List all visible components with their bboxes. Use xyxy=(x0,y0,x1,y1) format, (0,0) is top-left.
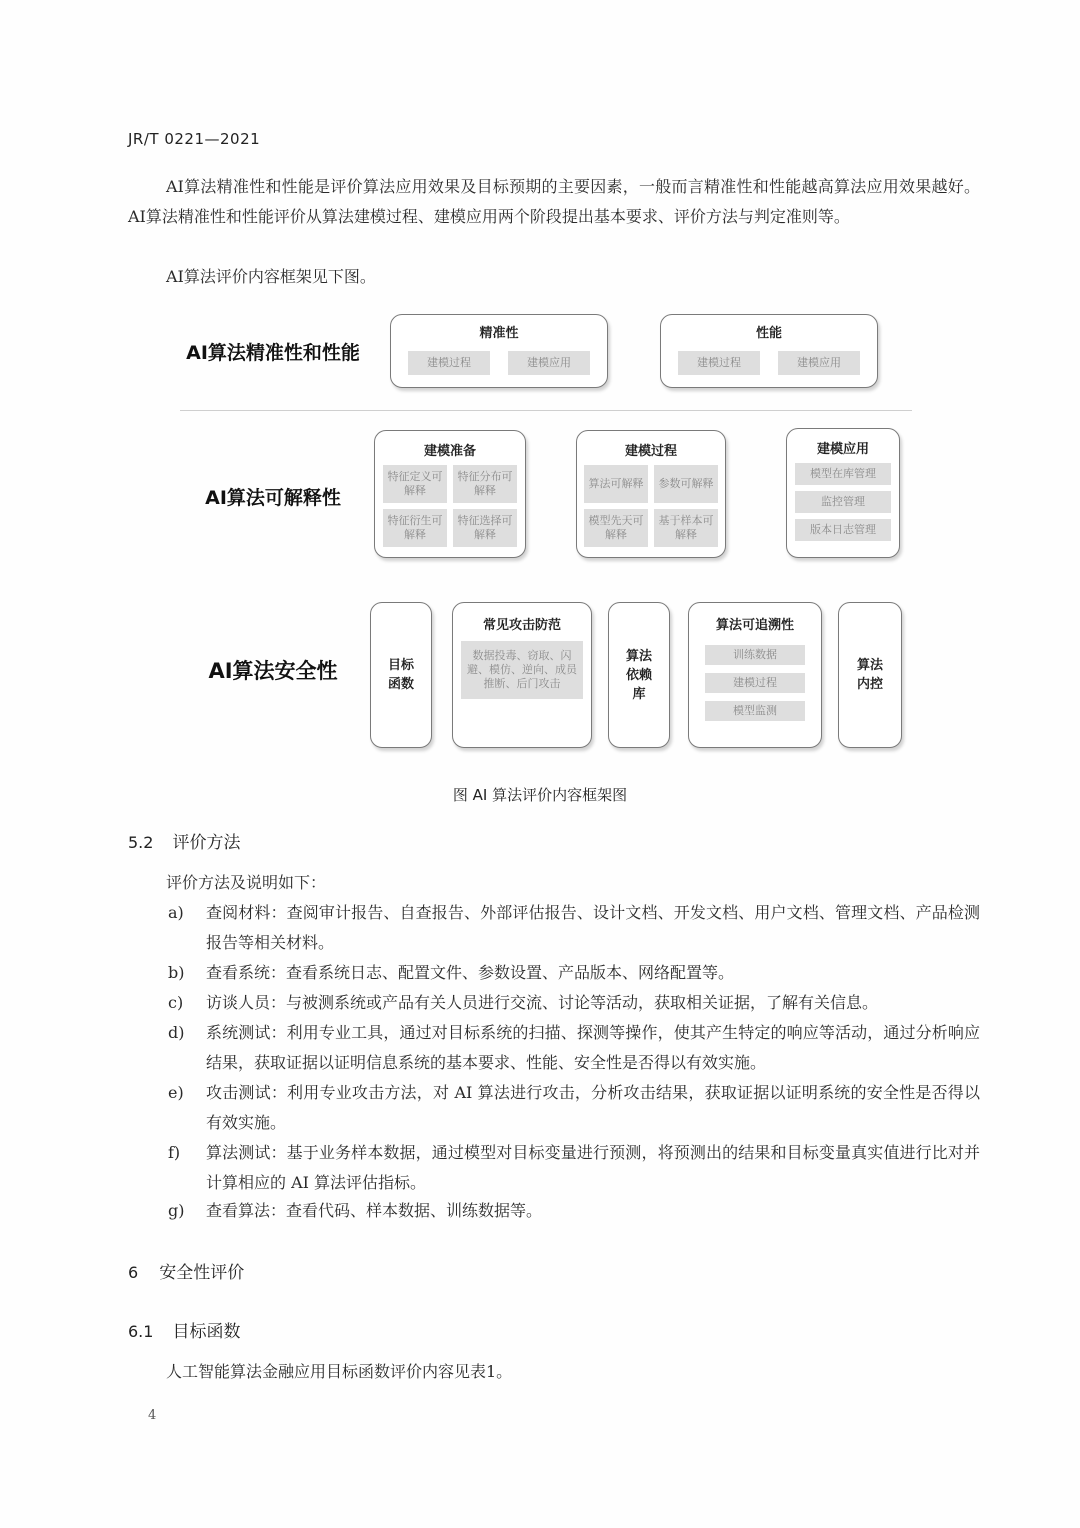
list-item-label: a) xyxy=(168,903,184,922)
chip: 数据投毒、窃取、闪避、模仿、逆向、成员推断、后门攻击 xyxy=(461,641,583,699)
list-item xyxy=(168,898,980,958)
list-item-text: 算法测试：基于业务样本数据，通过模型对目标变量进行预测，将预测出的结果和目标变量真实值进行比对并计算相应的 AI 算法评估指标。 xyxy=(206,1143,980,1192)
list-item-label: c) xyxy=(168,993,184,1012)
list-item-text: 查看算法：查看代码、样本数据、训练数据等。 xyxy=(206,1201,543,1220)
document-number: JR/T 0221—2021 xyxy=(128,130,261,148)
list-item xyxy=(168,1196,980,1226)
row-label-explainability: AI算法可解释性 xyxy=(205,487,341,509)
list-item-text: 查看系统：查看系统日志、配置文件、参数设置、产品版本、网络配置等。 xyxy=(206,963,735,982)
chip: 训练数据 xyxy=(705,645,805,665)
list-item-label: f) xyxy=(168,1143,181,1162)
group-modeling-preparation xyxy=(374,430,526,558)
group-title: 常见攻击防范 xyxy=(482,618,561,633)
chip: 模型监测 xyxy=(705,701,805,721)
section-5-2-intro: 评价方法及说明如下： xyxy=(166,873,327,892)
group-title: 精准性 xyxy=(479,326,519,341)
list-item-label: g) xyxy=(168,1201,185,1220)
figure-caption: 图 AI 算法评价内容框架图 xyxy=(452,786,628,804)
section-title: 安全性评价 xyxy=(159,1263,245,1283)
section-6-heading xyxy=(128,1258,244,1283)
dependency-label: 算法依赖库 xyxy=(625,649,652,702)
intro-paragraph: AI算法精准性和性能是评价算法应用效果及目标预期的主要因素，一般而言精准性和性能越高算法应用效果越好。AI算法精准性和性能评价从算法建模过程、建模应用两个阶段提出基本要求、评价方法与判定准则等。 xyxy=(128,177,980,226)
group-title: 性能 xyxy=(755,326,782,341)
section-title: 评价方法 xyxy=(172,833,241,853)
chip: 算法可解释 xyxy=(584,465,648,503)
list-item xyxy=(168,1078,980,1138)
chip: 特征衍生可解释 xyxy=(383,509,447,547)
list-item xyxy=(168,1138,980,1198)
chip: 建模应用 xyxy=(508,351,590,375)
group-title: 建模应用 xyxy=(816,442,869,457)
group-performance xyxy=(660,314,878,388)
target-function-label: 目标函数 xyxy=(387,658,414,692)
list-item-text: 系统测试：利用专业工具，通过对目标系统的扫描、探测等操作，使其产生特定的响应等活动，通过分析响应结果，获取证据以证明信息系统的基本要求、性能、安全性是否得以有效实施。 xyxy=(206,1023,980,1072)
chip: 模型在库管理 xyxy=(795,463,891,485)
section-5-2-heading xyxy=(128,828,241,853)
chip: 基于样本可解释 xyxy=(654,509,718,547)
list-item-text: 攻击测试：利用专业攻击方法，对 AI 算法进行攻击，分析攻击结果，获取证据以证明系统的安全性是否得以有效实施。 xyxy=(206,1083,980,1132)
chip: 建模过程 xyxy=(678,351,760,375)
chip: 模型先天可解释 xyxy=(584,509,648,547)
group-modeling-process xyxy=(576,430,726,558)
group-traceability xyxy=(688,602,822,748)
section-number: 6 xyxy=(128,1263,139,1282)
section-number: 5.2 xyxy=(128,833,154,852)
section-6-1-text: 人工智能算法金融应用目标函数评价内容见表1。 xyxy=(166,1362,513,1381)
section-number: 6.1 xyxy=(128,1322,154,1341)
group-title: 算法可追溯性 xyxy=(715,618,794,633)
intro-reference-paragraph: AI算法评价内容框架见下图。 xyxy=(166,267,376,286)
list-item-label: e) xyxy=(168,1083,184,1102)
chip: 特征分布可解释 xyxy=(453,465,517,503)
group-common-attack-defense xyxy=(452,602,592,748)
list-item-label: b) xyxy=(168,963,185,982)
group-algorithm-dependency xyxy=(608,602,670,748)
group-accuracy xyxy=(390,314,608,388)
chip: 版本日志管理 xyxy=(795,519,891,541)
chip: 建模过程 xyxy=(408,351,490,375)
page-number: 4 xyxy=(148,1408,157,1423)
row-label-accuracy-performance: AI算法精准性和性能 xyxy=(186,342,360,364)
group-title: 建模准备 xyxy=(423,444,476,459)
group-title: 建模过程 xyxy=(624,444,677,459)
chip: 监控管理 xyxy=(795,491,891,513)
section-6-1-heading xyxy=(128,1317,241,1342)
chip: 特征选择可解释 xyxy=(453,509,517,547)
chip: 建模应用 xyxy=(778,351,860,375)
group-target-function xyxy=(370,602,432,748)
list-item-text: 访谈人员：与被测系统或产品有关人员进行交流、讨论等活动，获取相关证据，了解有关信息。 xyxy=(206,993,879,1012)
section-title: 目标函数 xyxy=(172,1322,241,1342)
row-label-security: AI算法安全性 xyxy=(208,659,338,683)
list-item xyxy=(168,1018,980,1078)
list-item-label: d) xyxy=(168,1023,185,1042)
diagram-divider xyxy=(180,410,912,411)
chip: 特征定义可解释 xyxy=(383,465,447,503)
list-item xyxy=(168,958,980,988)
internal-control-label: 算法内控 xyxy=(856,658,883,692)
chip: 建模过程 xyxy=(705,673,805,693)
group-internal-control xyxy=(838,602,902,748)
list-item xyxy=(168,988,980,1018)
group-modeling-application xyxy=(786,428,900,558)
chip: 参数可解释 xyxy=(654,465,718,503)
list-item-text: 查阅材料：查阅审计报告、自查报告、外部评估报告、设计文档、开发文档、用户文档、管理文档、产品检测报告等相关材料。 xyxy=(206,903,980,952)
